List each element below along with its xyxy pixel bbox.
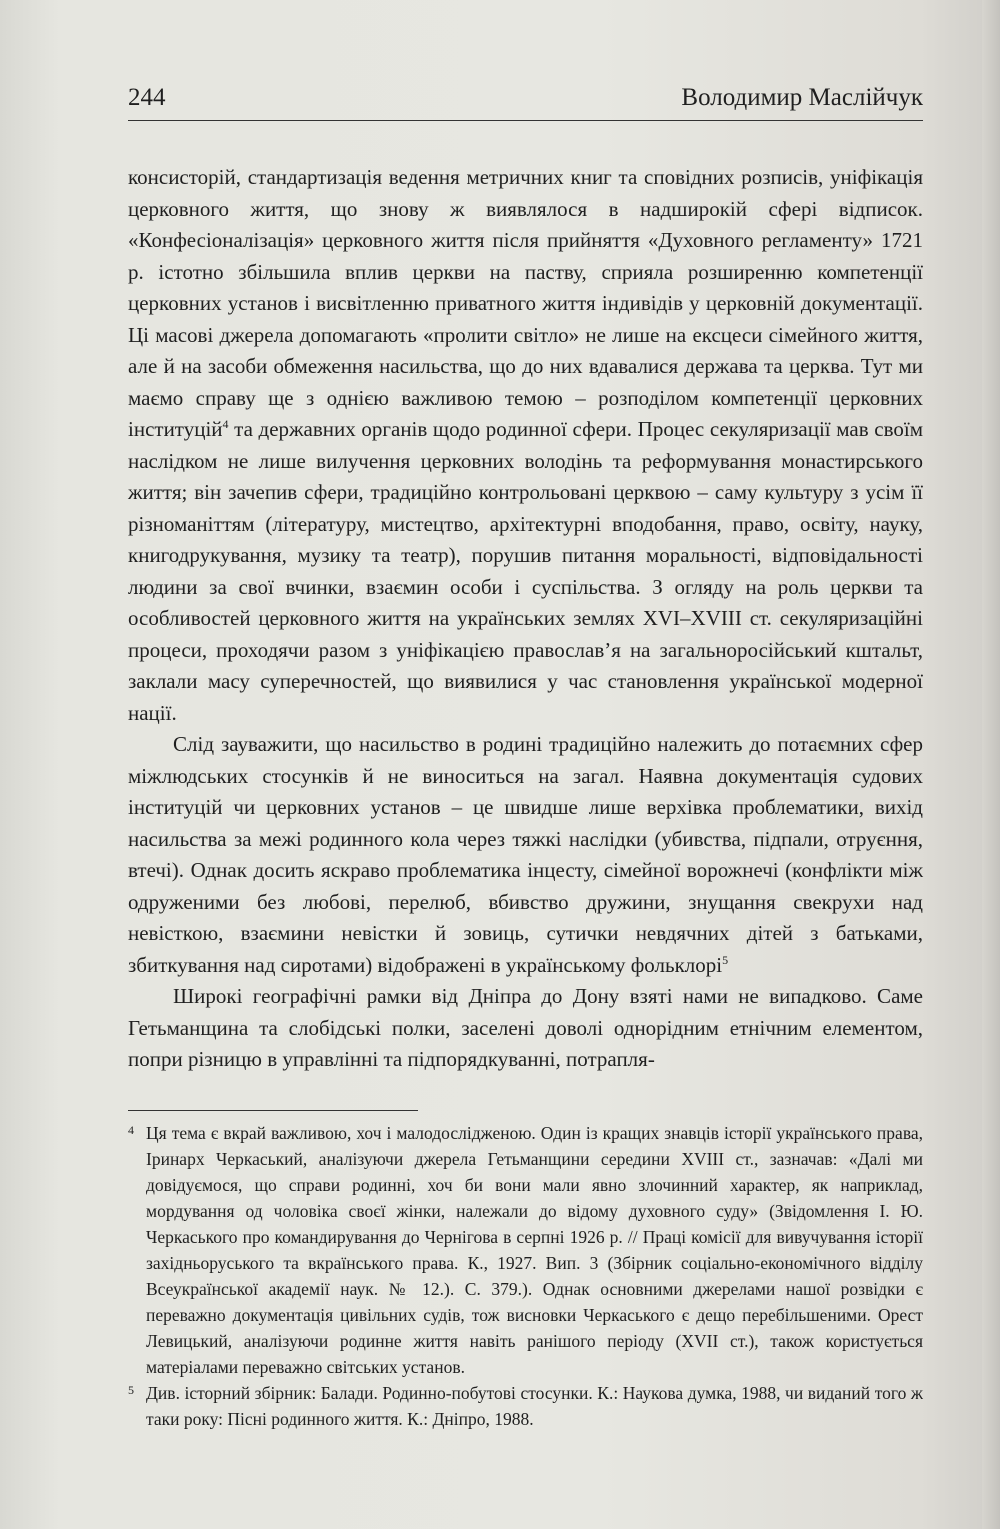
footnote-5-text: Див. історний збірник: Балади. Родинно-побутові стосунки. К.: Наукова думка, 1988, чи виданий того ж таки року: Пісні родинного життя. К.: Дніпро, 1988. [146, 1383, 923, 1429]
page-header [128, 84, 923, 121]
main-text [128, 162, 923, 1076]
footnote-5 [128, 1380, 923, 1432]
paragraph-2 [128, 729, 923, 981]
footnote-separator [128, 1110, 418, 1111]
paragraph-1-part-2: та державних органів щодо родинної сфери. Процес секуляризації мав своїм наслідком не лише вилучення церковних володінь та реформування монастирського життя; він зачепив сфери, традиційно контрольовані церквою – саму культуру з усім її різноманіттям (літературу, мистецтво, архітектурні вподобання, право, освіту, науку, книгодрукування, музику та театр), порушив питання моральності, відповідальності людини за свої вчинки, взаємин особи і суспільства. З огляду на роль церкви та особливостей церковного життя на українських землях XVI–XVIII ст. секуляризаційні процеси, проходячи разом з уніфікацією православ’я на загальноросійський кштальт, заклали масу суперечностей, що виявилися у час становлення української модерної нації. [128, 417, 923, 725]
footnote-ref-4[interactable]: 4 [222, 417, 229, 431]
page-edge-shadow [982, 0, 1000, 1529]
footnote-4 [128, 1120, 923, 1380]
page-number: 244 [128, 84, 166, 111]
paragraph-2-text: Слід зауважити, що насильство в родині традиційно належить до потаємних сфер міжлюдських стосунків й не виноситься на загал. Наявна документація судових інституцій чи церковних установ – це швидше лише верхівка проблематики, вихід насильства за межі родинного кола через тяжкі наслідки (убивства, підпали, отруєння, втечі). Однак досить яскраво проблематика інцесту, сімейної ворожнечі (конфлікти між одруженими без любові, перелюб, вбивство дружини, знущання свекрухи над невісткою, взаємини невістки й зовиць, сутички невдячних дітей з батьками, збиткування над сиротами) відображені в українському фольклорі [128, 732, 923, 977]
footnote-4-text: Ця тема є вкрай важливою, хоч і малодослідженою. Один із кращих знавців історії українського права, Іринарх Черкаський, аналізуючи джерела Гетьманщини середини XVIII ст., зазначав: «Далі ми довідуємося, що справи родинні, хоч би вони мали явно злочинний характер, як наприклад, мордування од чоловіка своєї жінки, належали до відому духовного суду» (Звідомлення І. Ю. Черкаського про командирування до Чернігова в серпні 1926 р. // Праці комісії для вивучування історії західньоруського та вкраїнського права. К., 1927. Вип. 3 (Збірник соціально-економічного відділу Всеукраїнської академії наук. № 12.). С. 379.). Однак основними джерелами нашої розвідки є переважно документація цивільних судів, тож висновки Черкаського є дещо перебільшеними. Орест Левицький, аналізуючи родинне життя навіть ранішого періоду (XVII ст.), також користується матеріалами переважно світських установ. [146, 1123, 923, 1377]
paragraph-3: Широкі географічні рамки від Дніпра до Дону взяті нами не випадково. Саме Гетьманщина та слобідські полки, заселені доволі однорідним етнічним елементом, попри різницю в управлінні та підпорядкуванні, потрапля- [128, 984, 923, 1071]
footnote-ref-5[interactable]: 5 [722, 952, 729, 967]
paragraph-1 [128, 162, 923, 729]
paragraph-1-part-1: консисторій, стандартизація ведення метричних книг та сповідних розписів, уніфікація церковного життя, що знову ж виявлялося в надширокій сфері відписок. «Конфесіоналізація» церковного життя після прийняття «Духовного регламенту» 1721 р. істотно збільшила вплив церкви на паству, сприяла розширенню компетенції церковних установ і висвітленню приватного життя індивідів у церковній документації. Ці масові джерела допомагають «пролити світло» не лише на ексцеси сімейного життя, але й на засоби обмеження насильства, що до них вдавалися держава та церква. Тут ми маємо справу ще з однією важливою темою – розподілом компетенції церковних інституцій [128, 165, 923, 441]
footnotes [128, 1120, 923, 1432]
footnote-5-mark: 5 [128, 1383, 134, 1397]
footnote-4-mark: 4 [128, 1123, 134, 1137]
running-head-author: Володимир Маслійчук [681, 84, 923, 111]
